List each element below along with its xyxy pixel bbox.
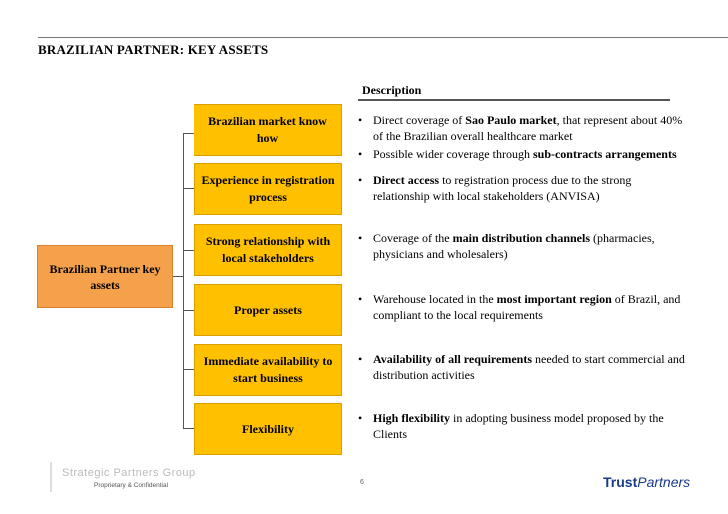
asset-box [194, 224, 342, 276]
connector-branch [183, 428, 194, 429]
page-title: BRAZILIAN PARTNER: KEY ASSETS [38, 42, 269, 57]
asset-label: Immediate availability to start business [203, 354, 333, 385]
bullet-dot-icon: • [358, 113, 363, 127]
description-heading: Description [362, 83, 422, 97]
connector-vertical [183, 133, 184, 428]
footer-company: Strategic Partners Group [62, 467, 196, 479]
bullet-item: • Availability of all requirements needed to start commercial and distribution activities [358, 352, 685, 382]
top-rule [38, 37, 728, 38]
asset-box [194, 284, 342, 336]
asset-box [194, 104, 342, 156]
connector-main [173, 276, 183, 277]
bullet-item: • Possible wider coverage through sub-contracts arrangements [358, 147, 677, 161]
asset-label: Brazilian market know how [208, 114, 327, 145]
bullet-item: • Coverage of the main distribution channels (pharmacies, physicians and wholesalers) [358, 231, 655, 261]
bullet-item: • High flexibility in adopting business model proposed by the Clients [358, 411, 664, 441]
asset-label: Proper assets [234, 302, 302, 317]
bullet-dot-icon: • [358, 352, 363, 366]
connector-branch [183, 133, 194, 134]
bullet-item: • Warehouse located in the most important region of Brazil, and compliant to the local requirements [358, 292, 681, 322]
bullet-dot-icon: • [358, 411, 363, 425]
asset-box [194, 403, 342, 455]
page-number: 6 [360, 479, 364, 486]
bullet-item: • Direct coverage of Sao Paulo market, that represent about 40% of the Brazilian overall healthcare market [358, 113, 683, 143]
bullet-dot-icon: • [358, 292, 363, 306]
bullet-dot-icon: • [358, 231, 363, 245]
asset-label: Flexibility [242, 421, 294, 436]
main-asset-label: Brazilian Partner key assets [49, 261, 161, 292]
description-rule [358, 99, 670, 101]
asset-label: Experience in registration process [201, 173, 335, 204]
footer-confidential: Proprietary & Confidential [94, 482, 169, 489]
connector-branch [183, 250, 194, 251]
footer-accent-bar [50, 462, 52, 492]
asset-label: Strong relationship with local stakeholders [205, 234, 331, 265]
asset-box [194, 163, 342, 215]
asset-box [194, 344, 342, 396]
bullet-item: • Direct access to registration process due to the strong relationship with local stakeholders (ANVISA) [358, 173, 632, 203]
connector-branch [183, 369, 194, 370]
trustpartners-logo: TrustPartners [603, 474, 691, 490]
connector-branch [183, 310, 194, 311]
bullet-dot-icon: • [358, 173, 363, 187]
bullet-dot-icon: • [358, 147, 363, 161]
connector-branch [183, 188, 194, 189]
main-asset-box [37, 245, 173, 308]
